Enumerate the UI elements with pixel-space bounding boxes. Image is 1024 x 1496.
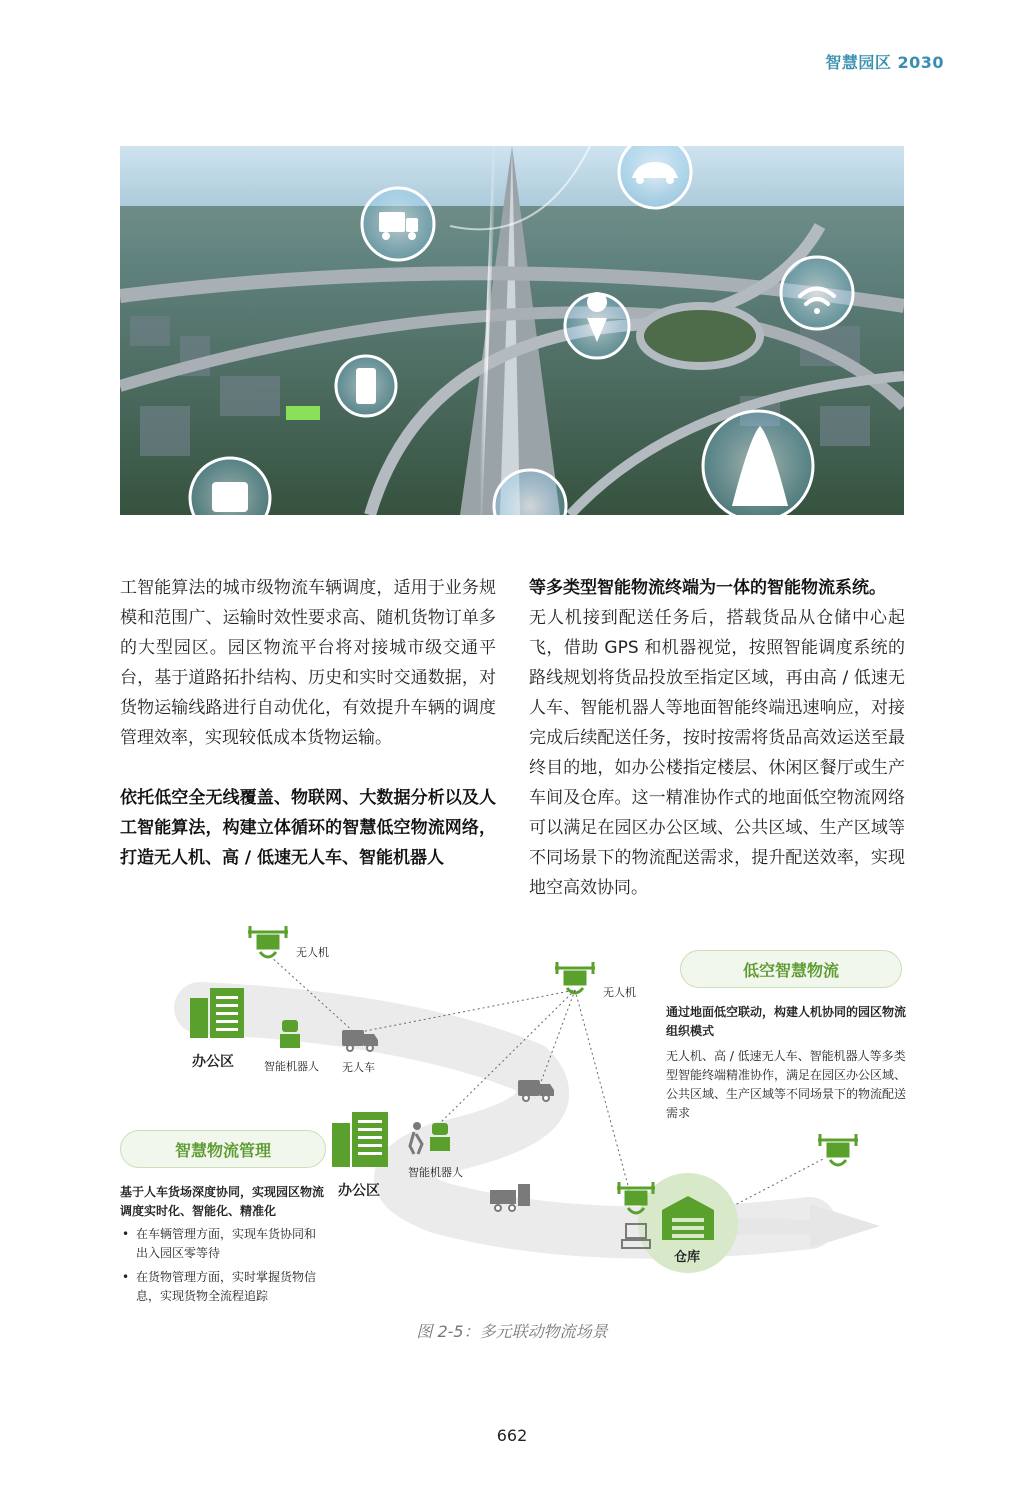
hero-illustration — [120, 146, 904, 515]
right-panel-lead: 通过地面低空联动，构建人机协同的园区物流组织模式 — [666, 1005, 907, 1038]
left-paragraph: 工智能算法的城市级物流车辆调度，适用于业务规模和范围广、运输时效性要求高、随机货物订单多的大型园区。园区物流平台将对接城市级交通平台，基于道路拓扑结构、历史和实时交通数据，对货物运输线路进行自动优化，有效提升车辆的调度管理效率，实现较低成本货物运输。 — [120, 578, 496, 748]
panel-title-smart-logistics-management: 智慧物流管理 — [120, 1130, 326, 1168]
left-panel-lead: 基于人车货场深度协同，实现园区物流调度实时化、智能化、精准化 — [120, 1185, 325, 1218]
right-paragraph: 无人机接到配送任务后，搭载货品从仓储中心起飞，借助 GPS 和机器视觉，按照智能调度系统的路线规划将货品投放至指定区域，再由高 / 低速无人车、智能机器人等地面智能终端迅速响应，对接完成后续配送任务，按时按需将货品高效运送至最终目的地，如办公楼指定楼层、休闲区餐厅或生产车间及仓库。这一精准协作式的地面低空物流网络可以满足在园区办公区域、公共区域、生产区域等不同场景下的物流配送需求，提升配送效率，实现地空高效协同。 — [529, 608, 905, 898]
drone-label-2: 无人机 — [603, 986, 636, 999]
left-text-column — [120, 573, 496, 873]
office-label-1: 办公区 — [192, 1054, 234, 1070]
robot-icon-2 — [430, 1123, 450, 1151]
left-panel-text — [120, 1183, 325, 1311]
drone-icon-4 — [818, 1134, 858, 1165]
running-header-title: 智慧园区 2030 — [825, 53, 944, 72]
office-building-icon-2 — [332, 1112, 388, 1167]
right-panel-body: 无人机、高 / 低速无人车、智能机器人等多类型智能终端精准协作，满足在园区办公区域、公共区域、生产区域等不同场景下的物流配送需求 — [666, 1049, 907, 1120]
robot-icon-1 — [280, 1020, 300, 1048]
left-panel-bullet: • 在车辆管理方面，实现车货协同和出入园区零等待 — [120, 1225, 325, 1263]
hero-image-smart-traffic — [120, 146, 904, 515]
right-text-column — [529, 573, 905, 903]
warehouse-label: 仓库 — [674, 1250, 701, 1265]
vehicle-label-1: 无人车 — [342, 1061, 375, 1074]
office-label-2: 办公区 — [338, 1183, 380, 1199]
robot-label-2: 智能机器人 — [408, 1166, 463, 1179]
left-panel-bullet: • 在货物管理方面，实时掌握货物信息，实现货物全流程追踪 — [120, 1268, 325, 1306]
right-bold-line: 等多类型智能物流终端为一体的智能物流系统。 — [529, 578, 886, 598]
right-panel-text — [666, 1003, 906, 1123]
page-number: 662 — [496, 1426, 528, 1445]
drone-label-1: 无人机 — [296, 946, 329, 959]
drone-icon-1 — [248, 926, 288, 957]
panel-title-low-altitude-logistics: 低空智慧物流 — [680, 950, 902, 988]
left-bold-paragraph: 依托低空全无线覆盖、物联网、大数据分析以及人工智能算法，构建立体循环的智慧低空物流网络，打造无人机、高 / 低速无人车、智能机器人 — [120, 788, 496, 868]
drone-icon-2 — [555, 962, 595, 993]
robot-label-1: 智能机器人 — [264, 1060, 319, 1073]
figure-caption: 图 2-5：多元联动物流场景 — [416, 1322, 608, 1341]
left-panel-bullets — [120, 1225, 325, 1306]
